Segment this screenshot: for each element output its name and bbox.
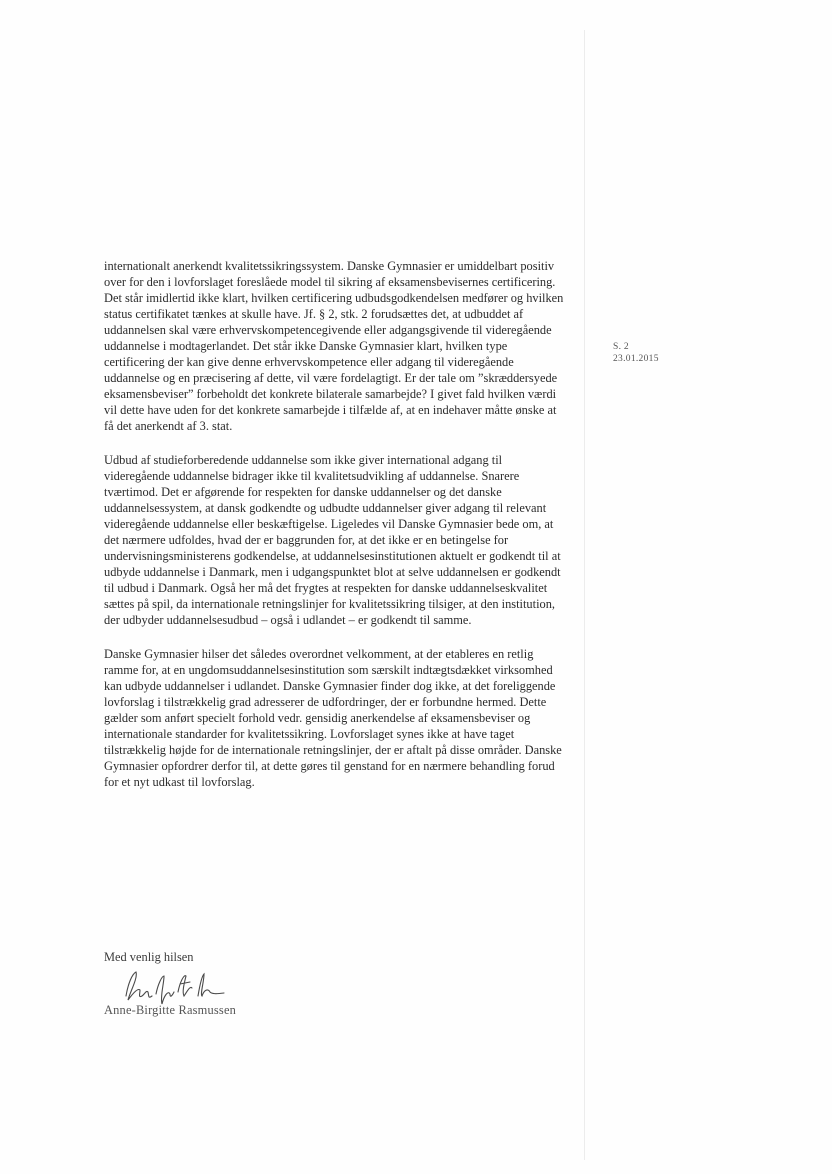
page-meta [613,341,659,365]
paragraph-2: Udbud af studieforberedende uddannelse som ikke giver international adgang til videregående uddannelse bidrager ikke til kvalitetsudvikling af uddannelse. Snarere tværtimod. Det er afgørende for respekten for danske uddannelser og det danske uddannelsessystem, at dansk godkendte og udbudte uddannelser giver adgang til relevant videregående uddannelse eller beskæftigelse. Ligeledes vil Danske Gymnasier bede om, at det nærmere udfoldes, hvad der er baggrunden for, at det ikke er en betingelse for undervisningsministerens godkendelse, at uddannelsesinstitutionen aktuelt er godkendt til at udbyde uddannelse i Danmark, men i udgangspunktet blot at selve uddannelsen er godkendt til udbud i Danmark. Også her må det frygtes at respekten for danske uddannelseskvalitet sættes på spil, da internationale retningslinjer for kvalitetssikring tilsiger, at den institution, der udbyder uddannelsesudbud – også i udlandet – er godkendt til samme. [104,453,561,627]
letter-date: 23.01.2015 [613,354,659,364]
margin-rule [584,30,585,1160]
paragraph-3: Danske Gymnasier hilser det således overordnet velkomment, at der etableres en retlig ramme for, at en ungdomsuddannelsesinstitution som særskilt indtægtsdækket virksomhed kan udbyde uddannelser i udlandet. Danske Gymnasier finder dog ikke, at det foreliggende lovforslag i tilstrækkelig grad adresserer de udfordringer, der er forbundne hermed. Dette gælder som anført specielt forhold vedr. gensidig anerkendelse af eksamensbeviser og internationale standarder for kvalitetssikring. Lovforslaget synes ikke at have taget tilstrækkelig højde for de internationale retningslinjer, der er aftalt på disse områder. Danske Gymnasier opfordrer derfor til, at dette gøres til genstand for en nærmere behandling forud for et nyt udkast til lovforslag. [104,647,562,789]
page-number: S. 2 [613,342,629,352]
signer-name: Anne-Birgitte Rasmussen [104,1003,237,1017]
closing-salutation: Med venlig hilsen [104,950,194,964]
paragraph-1: internationalt anerkendt kvalitetssikringssystem. Danske Gymnasier er umiddelbart positiv over for den i lovforslaget foreslåede model til sikring af eksamensbevisernes certificering. Det står imidlertid ikke klart, hvilken certificering udbudsgodkendelsen medfører og hvilken status certifikatet tænkes at skulle have. Jf. § 2, stk. 2 forudsættes det, at udbuddet af uddannelsen skal være erhvervskompetencegivende eller adgangsgivende til videregående uddannelse i modtagerlandet. Det står ikke Danske Gymnasier klart, hvilken type certificering der kan give denne erhvervskompetence eller adgang til videregående uddannelse og en præcisering af dette, vil være fordelagtigt. Er der tale om ”skræddersyede eksamensbeviser” forbeholdt det konkrete bilaterale samarbejde? I givet fald hvilken værdi vil dette have uden for det konkrete samarbejde i tilfælde af, at en indehaver måtte ønske at få det anerkendt af 3. stat. [104,259,564,433]
handwritten-signature [118,966,228,1008]
letter-body [104,258,566,808]
